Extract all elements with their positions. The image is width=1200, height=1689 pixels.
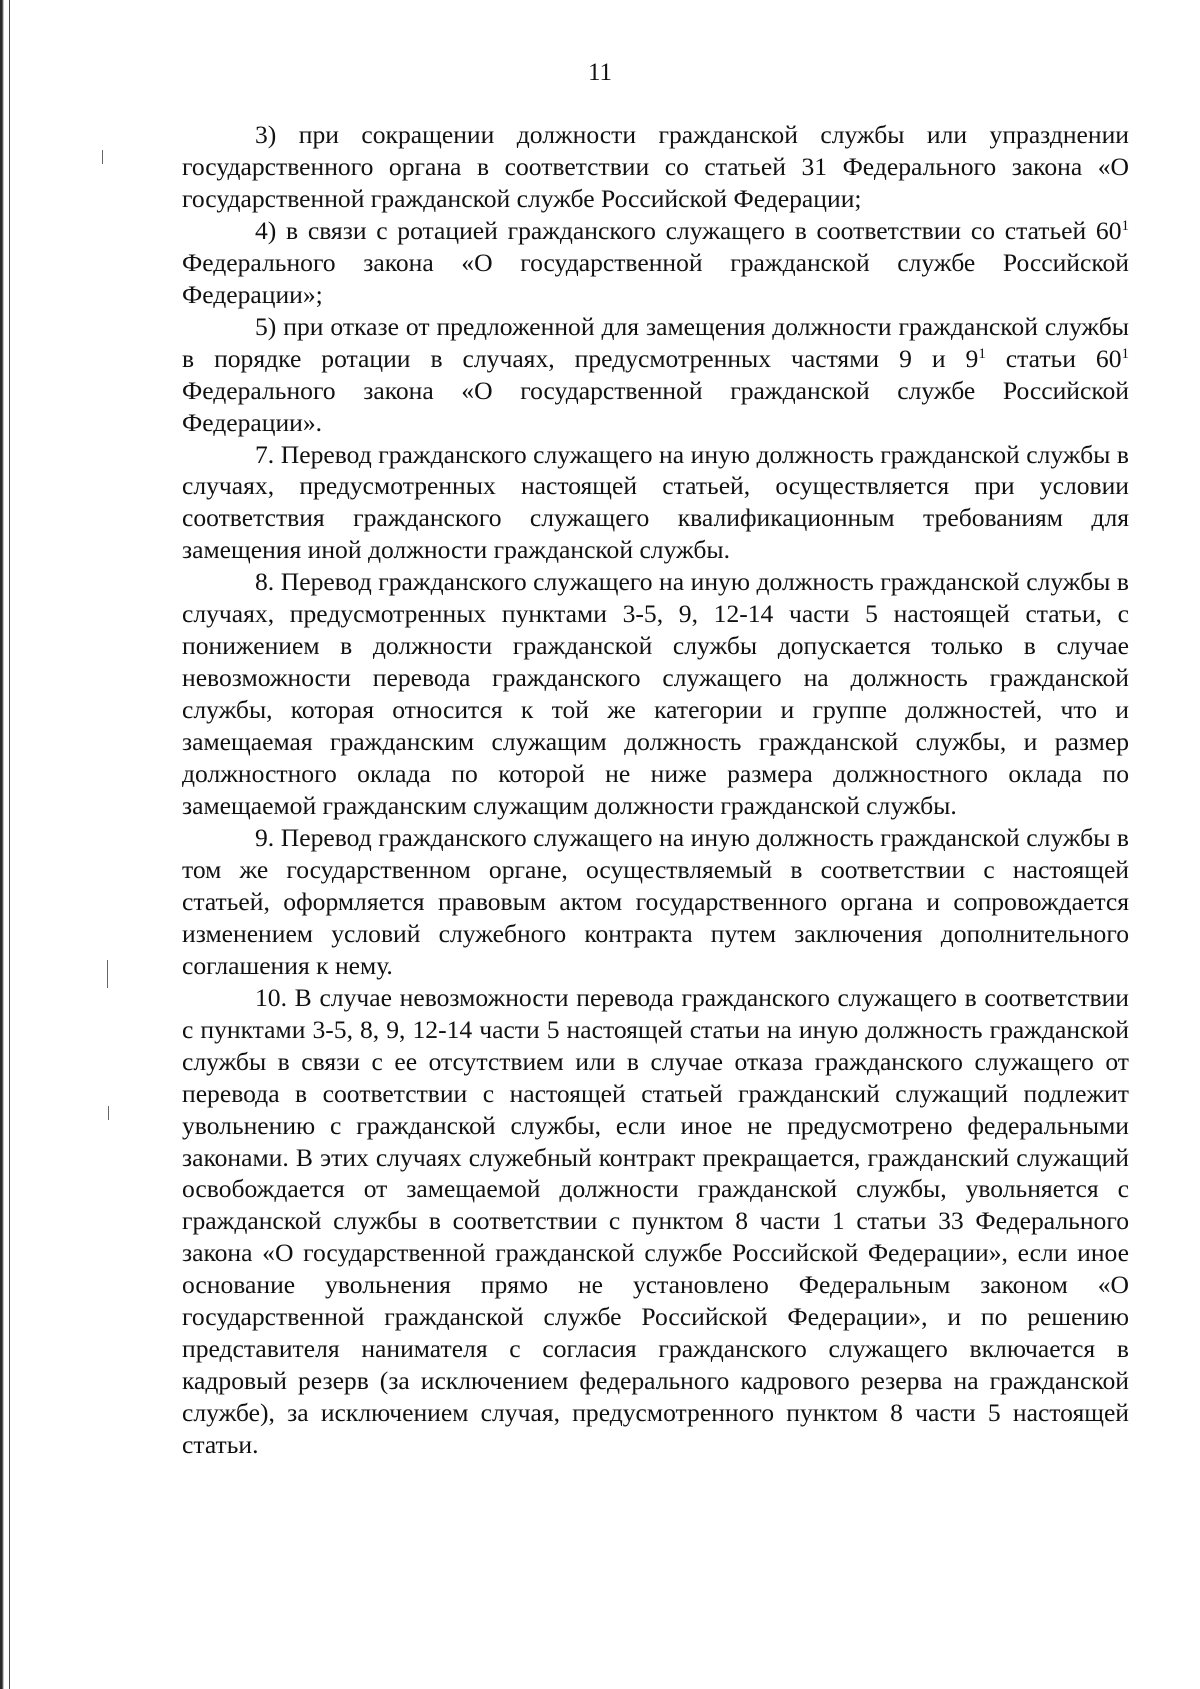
document-body xyxy=(182,119,1129,1461)
list-item-4 xyxy=(182,215,1129,311)
superscript: 1 xyxy=(1121,217,1129,234)
paragraph-text: 4) в связи с ротацией гражданского служащего в соответствии со статьей 60 xyxy=(255,215,1122,245)
list-item-5 xyxy=(182,311,1129,439)
page-number: 11 xyxy=(587,59,613,86)
margin-mark xyxy=(108,1106,109,1120)
margin-mark xyxy=(107,960,108,988)
paragraph-text: Федерального закона «О государственной гражданской службе Российской Федерации»; xyxy=(182,247,1129,309)
paragraph-text: Федерального закона «О государственной гражданской службе Российской Федерации». xyxy=(182,375,1129,437)
paragraph-text: 5) при отказе от предложенной для замещения должности гражданской службы в порядке ротации в случаях, предусмотренных частями 9 и 9 xyxy=(182,311,1129,373)
paragraph-9: 9. Перевод гражданского служащего на иную должность гражданской службы в том же государственном органе, осуществляемый в соответствии с настоящей статьей, оформляется правовым актом государственного органа и сопровождается изменением условий служебного контракта путем заключения дополнительного соглашения к нему. xyxy=(182,822,1129,980)
paragraph-7: 7. Перевод гражданского служащего на иную должность гражданской службы в случаях, предусмотренных настоящей статьей, осуществляется при условии соответствия гражданского служащего квалификационным требованиям для замещения иной должности гражданской службы. xyxy=(182,439,1129,565)
paragraph-8: 8. Перевод гражданского служащего на иную должность гражданской службы в случаях, предусмотренных пунктами 3-5, 9, 12-14 части 5 настоящей статьи, с понижением в должности гражданской службы допускается только в случае невозможности перевода гражданского служащего на должность гражданской службы, которая относится к той же категории и группе должностей, что и замещаемая гражданским служащим должность гражданской службы, и размер должностного оклада по которой не ниже размера должностного оклада по замещаемой гражданским служащим должности гражданской службы. xyxy=(182,567,1129,821)
paragraph-text: статьи 60 xyxy=(985,343,1122,373)
scan-left-edge-line xyxy=(9,0,10,1689)
paragraph-10: 10. В случае невозможности перевода гражданского служащего в соответствии с пунктами 3-5, 8, 9, 12-14 части 5 настоящей статьи на иную должность гражданской службы в связи с ее отсутствием или в случае отказа гражданского служащего от перевода в соответствии с настоящей статьей гражданский служащий подлежит увольнению с гражданской службы, если иное не предусмотрено федеральными законами. В этих случаях служебный контракт прекращается, гражданский служащий освобождается от замещаемой должности гражданской службы, увольняется с гражданской службы в соответствии с пунктом 8 части 1 статьи 33 Федерального закона «О государственной гражданской службе Российской Федерации», если иное основание увольнения прямо не установлено Федеральным законом «О государственной гражданской службе Российской Федерации», и по решению представителя нанимателя с согласия гражданского служащего включается в кадровый резерв (за исключением федерального кадрового резерва на гражданской службе), за исключением случая, предусмотренного пунктом 8 части 5 настоящей статьи. xyxy=(182,982,1129,1460)
superscript: 1 xyxy=(1121,345,1129,362)
scan-left-edge xyxy=(0,0,4,1689)
margin-mark xyxy=(102,150,103,164)
list-item-3: 3) при сокращении должности гражданской службы или упразднении государственного органа в соответствии со статьей 31 Федерального закона «О государственной гражданской службе Российской Федерации; xyxy=(182,120,1129,213)
superscript: 1 xyxy=(978,345,986,362)
